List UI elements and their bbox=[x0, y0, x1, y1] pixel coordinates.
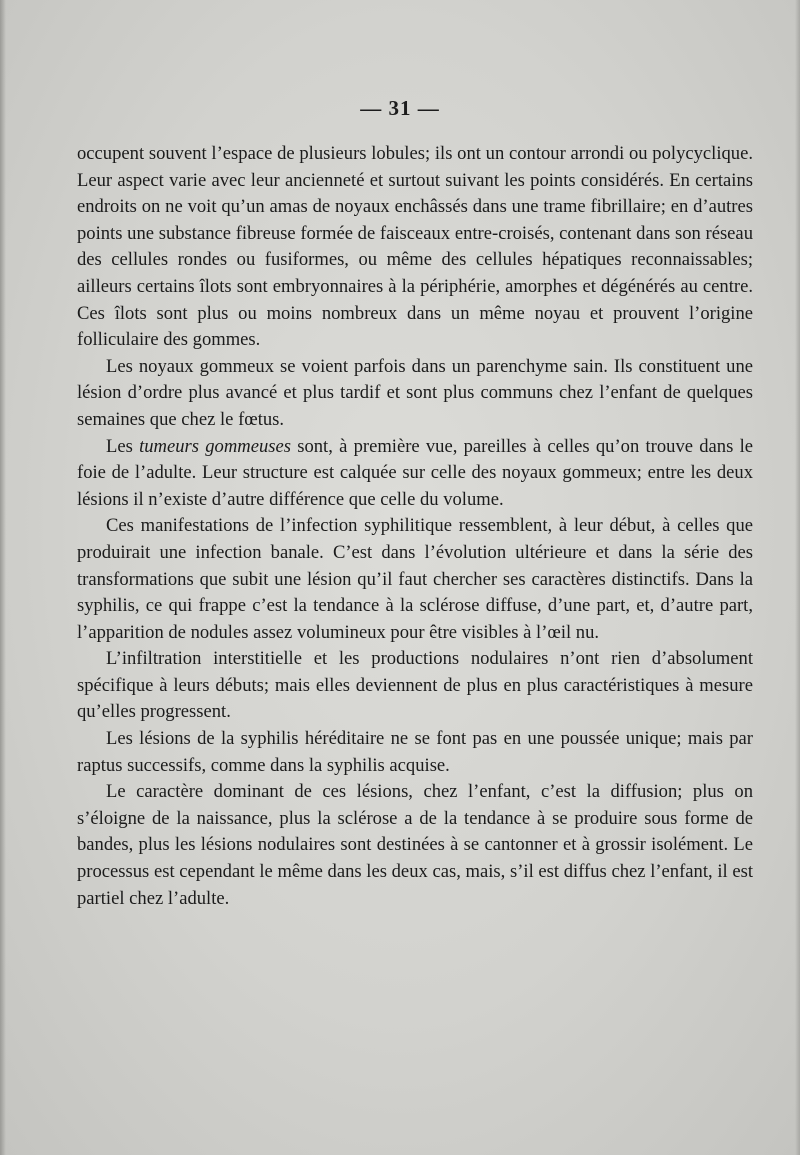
paragraph-lead: Les bbox=[106, 435, 140, 457]
paragraph-rest: sont, à première vue, pareilles à celles qu’on trouve dans le foie de l’adulte. Leur structure est calquée sur celle des noyaux gommeux; entre les deux lésions il n’existe d’autre différence que celle du volume. bbox=[77, 435, 753, 510]
paragraph-continuation: occupent souvent l’espace de plusieurs lobules; ils ont un contour arrondi ou polycyclique. Leur aspect varie avec leur ancienneté et surtout suivant les points considérés. En certains endroits on ne voit qu’un amas de noyaux enchâssés dans une trame fibrillaire; en d’autres points une substance fibreuse formée de faisceaux entre-croisés, contenant dans son réseau des cellules rondes ou fusiformes, ou même des cellules hépatiques reconnaissables; ailleurs certains îlots sont embryonnaires à la périphérie, amorphes et dégénérés au centre. Ces îlots sont plus ou moins nombreux dans un même noyau et prouvent l’origine folliculaire des gommes. bbox=[77, 143, 753, 351]
paragraph: L’infiltration interstitielle et les productions nodulaires n’ont rien d’absolument spécifique à leurs débuts; mais elles deviennent de plus en plus caractéristiques à mesure qu’elles progressent. bbox=[77, 648, 753, 723]
italic-term: tumeurs gommeuses bbox=[139, 435, 291, 457]
paragraph: Ces manifestations de l’infection syphilitique ressemblent, à leur début, à celles que produirait une infection banale. C’est dans l’évolution ultérieure et dans la série des transformations que subit une lésion qu’il faut chercher ses caractères distinctifs. Dans la syphilis, ce qui frappe c’est la tendance à la sclérose diffuse, d’une part, et, d’autre part, l’apparition de nodules assez volumineux pour être visibles à l’œil nu. bbox=[77, 515, 753, 643]
paragraph: Les noyaux gommeux se voient parfois dans un parenchyme sain. Ils constituent une lésion d’ordre plus avancé et plus tardif et sont plus communs chez l’enfant de quelques semaines que chez le fœtus. bbox=[77, 355, 753, 430]
paragraph: Le caractère dominant de ces lésions, chez l’enfant, c’est la diffusion; plus on s’éloigne de la naissance, plus la sclérose a de la tendance à se produire sous forme de bandes, plus les lésions nodulaires sont destinées à se cantonner et à grossir isolément. Le processus est cependant le même dans les deux cas, mais, s’il est diffus chez l’enfant, il est partiel chez l’adulte. bbox=[77, 781, 753, 909]
page-number: — 31 — bbox=[360, 96, 440, 120]
paragraph: Les lésions de la syphilis héréditaire ne se font pas en une poussée unique; mais par raptus successifs, comme dans la syphilis acquise. bbox=[77, 728, 753, 776]
paragraph bbox=[77, 434, 753, 514]
body-text bbox=[77, 141, 753, 912]
